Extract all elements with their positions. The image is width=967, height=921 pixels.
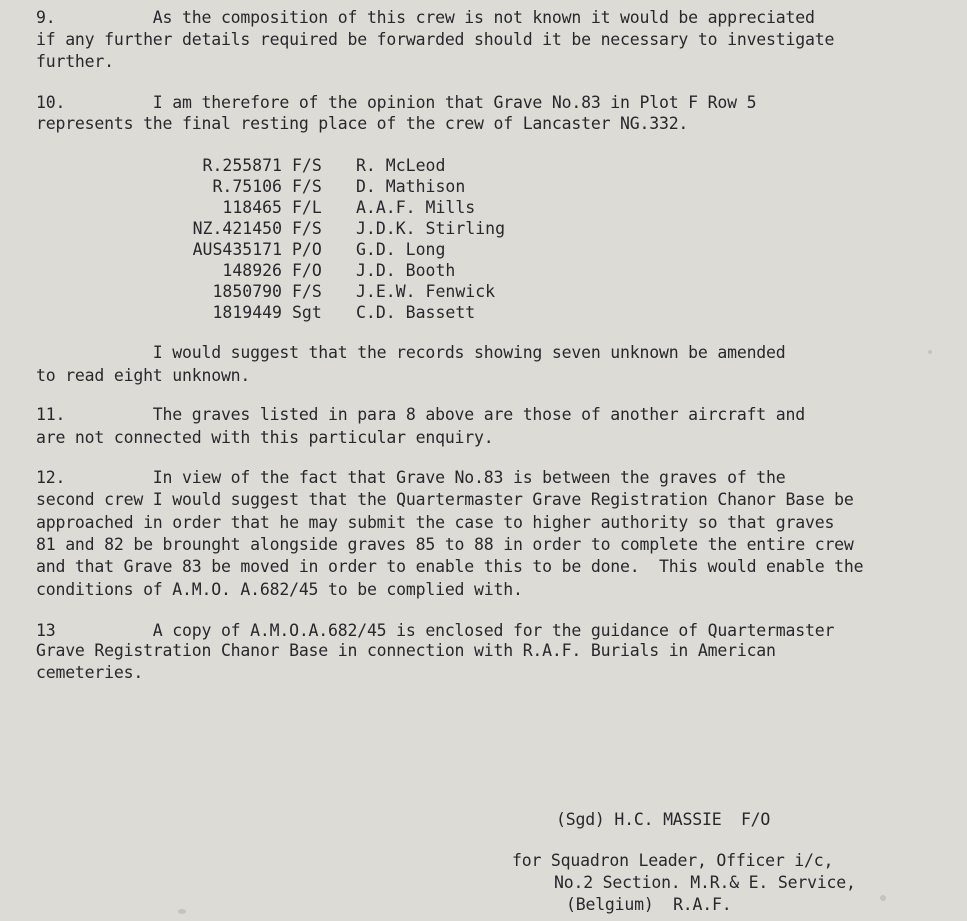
para12-line3: approached in order that he may submit the case to higher authority so that graves <box>36 513 835 532</box>
para9-line2: if any further details required be forwarded should it be necessary to investigate <box>36 30 835 49</box>
crew-service-number: 148926 <box>222 261 282 280</box>
para10-line1: 10. I am therefore of the opinion that Grave No.83 in Plot F Row 5 <box>36 93 757 112</box>
crew-rank: P/O <box>292 240 322 259</box>
para13-line1: 13 A copy of A.M.O.A.682/45 is enclosed for the guidance of Quartermaster <box>36 621 835 640</box>
crew-service-number: AUS435171 <box>192 240 282 259</box>
crew-rank: F/S <box>292 177 322 196</box>
crew-rank: F/S <box>292 219 322 238</box>
crew-rank: F/S <box>292 156 322 175</box>
para10-line2: represents the final resting place of the crew of Lancaster NG.332. <box>36 114 689 133</box>
crew-service-number: R.75106 <box>212 177 282 196</box>
para11-line2: are not connected with this particular enquiry. <box>36 428 494 447</box>
signature-title: for Squadron Leader, Officer i/c, <box>512 851 834 870</box>
para13-line3: cemeteries. <box>36 663 144 682</box>
signature-location: (Belgium) R.A.F. <box>566 895 732 914</box>
para13-line2: Grave Registration Chanor Base in connection with R.A.F. Burials in American <box>36 641 776 660</box>
crew-service-number: 1819449 <box>212 303 282 322</box>
signature-line: (Sgd) H.C. MASSIE F/O <box>556 810 771 829</box>
suggestion-line2: to read eight unknown. <box>36 366 251 385</box>
crew-name: D. Mathison <box>356 177 466 196</box>
crew-row <box>0 218 967 239</box>
crew-name: R. McLeod <box>356 156 446 175</box>
crew-name: G.D. Long <box>356 240 446 259</box>
crew-service-number: R.255871 <box>202 156 282 175</box>
paper-mark <box>928 350 932 354</box>
para12-line5: and that Grave 83 be moved in order to enable this to be done. This would enable the <box>36 557 864 576</box>
signature-unit: No.2 Section. M.R.& E. Service, <box>554 873 856 892</box>
para12-line1: 12. In view of the fact that Grave No.83 is between the graves of the <box>36 468 786 487</box>
crew-rank: Sgt <box>292 303 322 322</box>
paper-mark <box>178 909 186 914</box>
crew-rank: F/O <box>292 261 322 280</box>
crew-service-number: 1850790 <box>212 282 282 301</box>
suggestion-line1: I would suggest that the records showing seven unknown be amended <box>36 343 786 362</box>
crew-service-number: NZ.421450 <box>192 219 282 238</box>
para12-line2: second crew I would suggest that the Quartermaster Grave Registration Chanor Base be <box>36 490 854 509</box>
crew-row <box>0 155 967 176</box>
crew-row <box>0 239 967 260</box>
crew-row <box>0 197 967 218</box>
crew-name: J.D.K. Stirling <box>356 219 506 238</box>
crew-row <box>0 260 967 281</box>
para11-line1: 11. The graves listed in para 8 above are those of another aircraft and <box>36 405 805 424</box>
para12-line6: conditions of A.M.O. A.682/45 to be complied with. <box>36 580 523 599</box>
crew-service-number: 118465 <box>222 198 282 217</box>
crew-name: C.D. Bassett <box>356 303 476 322</box>
crew-row <box>0 176 967 197</box>
crew-rank: F/L <box>292 198 322 217</box>
crew-rank: F/S <box>292 282 322 301</box>
para9-line3: further. <box>36 52 114 71</box>
crew-name: A.A.F. Mills <box>356 198 476 217</box>
para12-line4: 81 and 82 be brounght alongside graves 85 to 88 in order to complete the entire crew <box>36 535 854 554</box>
crew-name: J.D. Booth <box>356 261 456 280</box>
paper-mark <box>880 895 886 901</box>
para9-line1: 9. As the composition of this crew is not known it would be appreciated <box>36 8 815 27</box>
crew-name: J.E.W. Fenwick <box>356 282 496 301</box>
crew-row <box>0 281 967 302</box>
crew-row <box>0 302 967 323</box>
